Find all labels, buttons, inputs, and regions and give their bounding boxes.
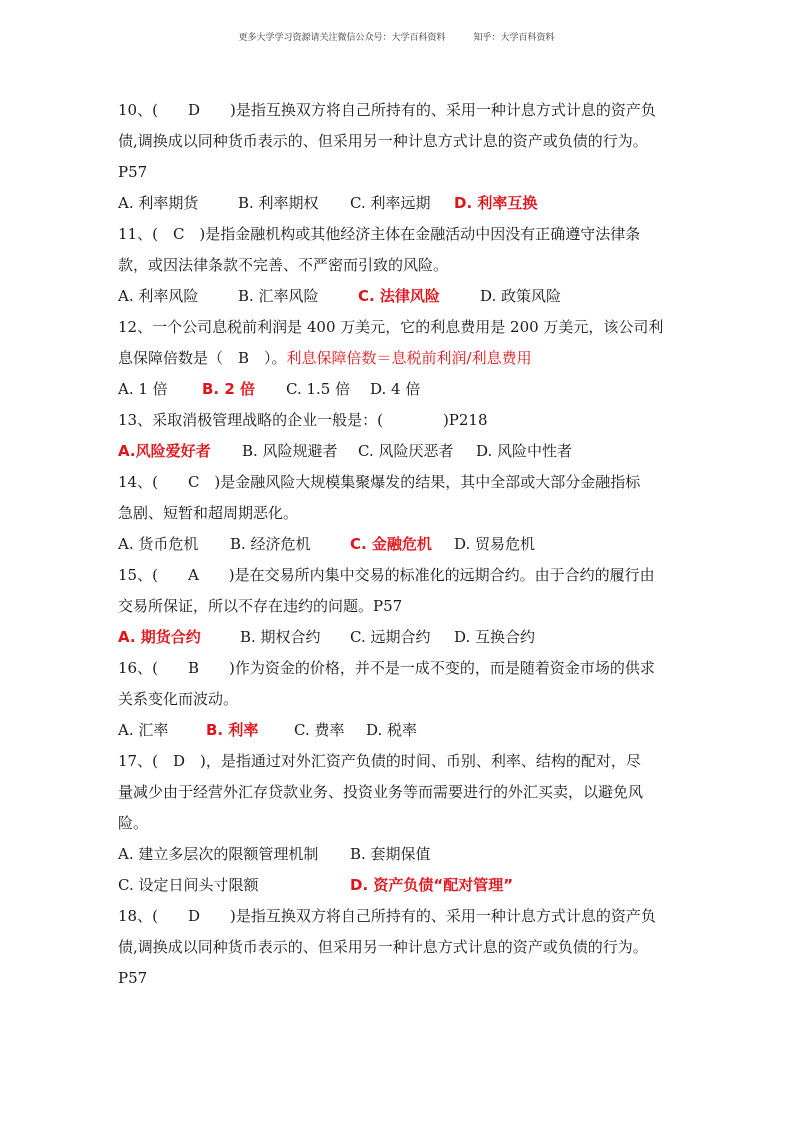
q16-option-b-answer: B. 利率 xyxy=(206,721,259,739)
q17-option-d-answer: D. 资产负债“配对管理” xyxy=(350,876,514,894)
q12-options xyxy=(118,374,678,405)
q12-option-b-answer: B. 2 倍 xyxy=(202,380,256,398)
q17-line-3: 险。 xyxy=(118,814,149,832)
q10-line-2: 债,调换成以同种货币表示的、但采用另一种计息方式计息的资产或负债的行为。 xyxy=(118,132,648,150)
q11-option-a: A. 利率风险 xyxy=(118,287,199,305)
q10-option-c: C. 利率远期 xyxy=(350,194,431,212)
q12-line-1: 12、一个公司息税前利润是 400 万美元，它的利息费用是 200 万美元，该公司利 xyxy=(118,318,664,336)
q12-option-c: C. 1.5 倍 xyxy=(286,380,351,398)
header-wechat-text: 更多大学学习资源请关注微信公众号：大学百科资料 xyxy=(238,33,446,43)
q10-options xyxy=(118,188,678,219)
q10-option-a: A. 利率期货 xyxy=(118,194,199,212)
q10-line-1: 10、( D )是指互换双方将自己所持有的、采用一种计息方式计息的资产负 xyxy=(118,101,656,119)
q15-option-d: D. 互换合约 xyxy=(454,628,536,646)
q17-line-2: 量减少由于经营外汇存贷款业务、投资业务等而需要进行的外汇买卖，以避免风 xyxy=(118,783,644,801)
q15-option-b: B. 期权合约 xyxy=(240,628,321,646)
q14-option-b: B. 经济危机 xyxy=(230,535,311,553)
q14-options xyxy=(118,529,678,560)
q11-line-1: 11、( C )是指金融机构或其他经济主体在金融活动中因没有正确遵守法律条 xyxy=(118,225,641,243)
q16-option-c: C. 费率 xyxy=(294,721,345,739)
q11-line-2: 款，或因法律条款不完善、不严密而引致的风险。 xyxy=(118,256,449,274)
q14-line-1: 14、( C )是金融风险大规模集聚爆发的结果，其中全部或大部分金融指标 xyxy=(118,473,641,491)
q10-option-b: B. 利率期权 xyxy=(238,194,319,212)
q17-line-1: 17、( D )，是指通过对外汇资产负债的时间、币别、利率、结构的配对，尽 xyxy=(118,752,641,770)
q17-options-row-2 xyxy=(118,870,678,901)
q11-option-d: D. 政策风险 xyxy=(480,287,562,305)
q17-option-a: A. 建立多层次的限额管理机制 xyxy=(118,845,319,863)
q13-option-b: B. 风险规避者 xyxy=(242,442,338,460)
q15-option-a-answer: A. 期货合约 xyxy=(118,628,201,646)
q14-option-c-answer: C. 金融危机 xyxy=(350,535,432,553)
q17-option-c: C. 设定日间头寸限额 xyxy=(118,876,259,894)
q12-formula-note: 利息保障倍数＝息税前利润/利息费用 xyxy=(286,349,532,367)
question-list xyxy=(118,95,678,994)
q11-option-c-answer: C. 法律风险 xyxy=(358,287,440,305)
q14-option-a: A. 货币危机 xyxy=(118,535,199,553)
q14-line-2: 急剧、短暂和超周期恶化。 xyxy=(118,504,299,522)
q13-option-a-answer: A.风险爱好者 xyxy=(118,442,211,460)
q15-line-1: 15、( A )是在交易所内集中交易的标准化的远期合约。由于合约的履行由 xyxy=(118,566,655,584)
q12-option-a: A. 1 倍 xyxy=(118,380,168,398)
q17-options-row-1 xyxy=(118,839,678,870)
q16-line-1: 16、( B )作为资金的价格，并不是一成不变的，而是随着资金市场的供求 xyxy=(118,659,655,677)
q18-line-2: 债,调换成以同种货币表示的、但采用另一种计息方式计息的资产或负债的行为。 xyxy=(118,938,648,956)
q10-line-3: P57 xyxy=(118,163,148,181)
q13-options xyxy=(118,436,678,467)
q10-option-d-answer: D. 利率互换 xyxy=(454,194,538,212)
q12-option-d: D. 4 倍 xyxy=(370,380,421,398)
page-header xyxy=(0,30,793,43)
q16-options xyxy=(118,715,678,746)
q13-option-c: C. 风险厌恶者 xyxy=(358,442,454,460)
q12-line-2-text: 息保障倍数是（ B ）。 xyxy=(118,349,287,367)
q15-options xyxy=(118,622,678,653)
q16-option-d: D. 税率 xyxy=(366,721,418,739)
q13-option-d: D. 风险中性者 xyxy=(476,442,573,460)
q16-option-a: A. 汇率 xyxy=(118,721,169,739)
q18-line-1: 18、( D )是指互换双方将自己所持有的、采用一种计息方式计息的资产负 xyxy=(118,907,656,925)
q15-line-2: 交易所保证，所以不存在违约的问题。P57 xyxy=(118,597,403,615)
q11-options xyxy=(118,281,678,312)
q17-option-b: B. 套期保值 xyxy=(350,845,431,863)
q14-option-d: D. 贸易危机 xyxy=(454,535,536,553)
q13-line-1: 13、采取消极管理战略的企业一般是：( )P218 xyxy=(118,411,488,429)
q16-line-2: 关系变化而波动。 xyxy=(118,690,239,708)
header-zhihu-text: 知乎：大学百科资料 xyxy=(473,33,555,43)
q18-line-3: P57 xyxy=(118,969,148,987)
q12-line-2 xyxy=(118,343,678,374)
q11-option-b: B. 汇率风险 xyxy=(238,287,319,305)
q15-option-c: C. 远期合约 xyxy=(350,628,431,646)
